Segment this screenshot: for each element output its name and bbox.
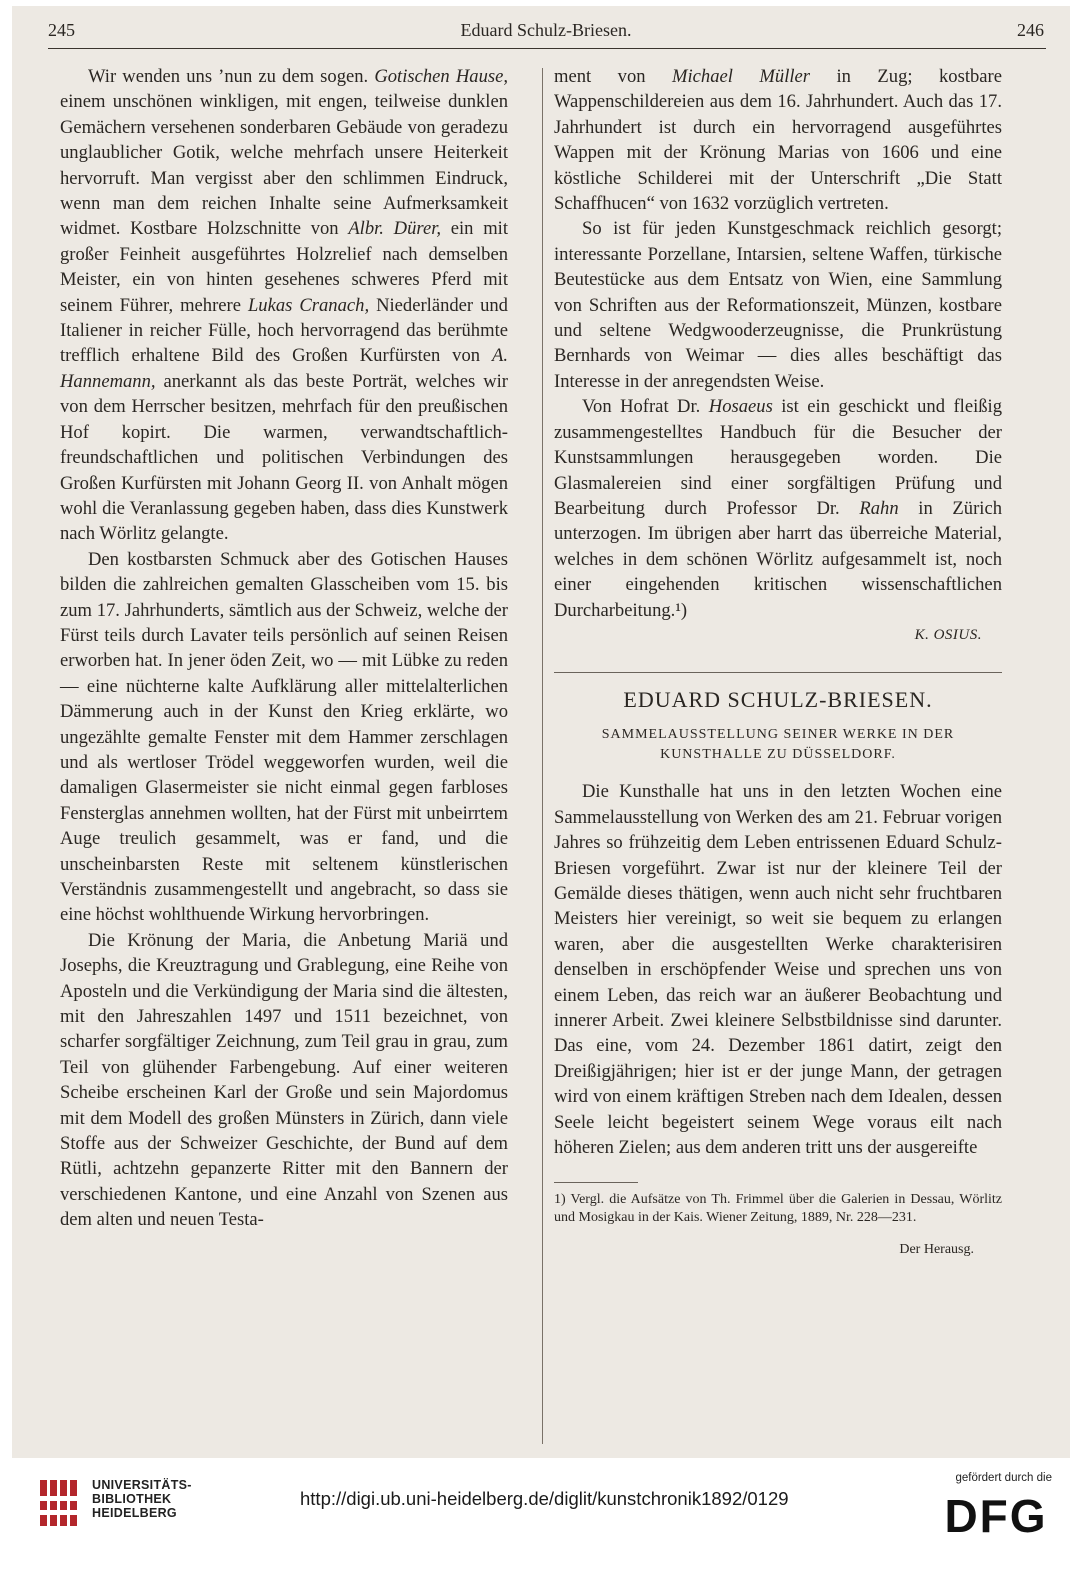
page-number-right: 246 <box>1017 20 1044 40</box>
library-name-line: HEIDELBERG <box>92 1506 177 1520</box>
page-number-left: 245 <box>48 20 75 40</box>
italic-name: Lukas Cranach, <box>247 294 370 316</box>
text-run: anerkannt als das beste Porträt, welches wir von dem Herrscher besitzen, mehrfach für den preußischen Hof kopirt. Die warmen, verwandtschaftlich-freundschaftlichen und politischen Verbindungen des Großen Kurfürsten mit Johann Georg II. von Anhalt mögen wohl die Veranlassung gegeben haben, dass dies Kunstwerk nach Wörlitz gelangte. <box>60 370 508 545</box>
article-subtitle: SAMMELAUSSTELLUNG SEINER WERKE IN DER KUNSTHALLE ZU DÜSSELDORF. <box>601 727 955 763</box>
left-column <box>60 64 508 1233</box>
italic-name: A. Hannemann, <box>60 345 508 392</box>
footnote: 1) Vergl. die Aufsätze von Th. Frimmel über die Galerien in Dessau, Wörlitz und Mosigkau in der Kais. Wiener Zeitung, 1889, Nr. 228—231. <box>554 1192 1002 1226</box>
right-column <box>554 64 1002 1263</box>
paragraph-continued <box>554 64 1002 216</box>
column-divider <box>542 68 543 1444</box>
scanned-page <box>12 6 1070 1458</box>
running-header <box>48 20 1044 44</box>
article-title: EDUARD SCHULZ-BRIESEN. <box>623 687 933 713</box>
text-run: ein mit großer Feinheit ausgeführtes Holzrelief nach demselben Meister, ein von hinten gesehenes schweres Pferd mit seinem Führer, mehrere <box>60 218 508 316</box>
paragraph: So ist für jeden Kunstgeschmack reichlich gesorgt; interessante Porzellane, Intarsien, seltene Waffen, türkische Beutestücke aus dem Entsatz von Wien, eine Sammlung von Schriften aus der Reformationszeit, Münzen, kostbare und seltene Wedgwooderzeugnisse, die Prunkrüstung Bernhards von Weimar — dies alles beschäftigt das Interesse in der anregendsten Weise. <box>554 218 1002 392</box>
paragraph: Die Kunsthalle hat uns in den letzten Wochen eine Sammelausstellung von Werken des am 21. Februar vorigen Jahres so frühzeitig dem Leben entrissenen Eduard Schulz-Briesen vorgeführt. Zwar ist nur der kleinere Teil der Gemälde dieses thätigen, wenn auch nicht sehr fruchtbaren Meisters hier vereinigt, so weit sie bequem zu erlangen waren, aber die ausgestellten Werke charakterisiren denselben in erschöpfender Weise und sprechen uns von einem Leben, das reich war an äußerer Beobachtung und innerer Arbeit. Zwei kleinere Selbstbildnisse sind darunter. Das eine, vom 24. Dezember 1861 datirt, zeigt den Dreißigjährigen; hier ist er der junge Mann, der getragen wird von einem kräftigen Streben nach dem Idealen, dessen Seele leicht begeistert seinem Wege voraus eilt nach höheren Zielen; aus dem anderen tritt uns der ausgereifte <box>554 781 1002 1159</box>
text-run: ist ein geschickt und fleißig zusammengestelltes Handbuch für die Besucher der Kunstsammlungen herausgegeben worden. Die Glasmalereien sind einer sorgfältigen Prüfung und Bearbeitung durch Professor Dr. <box>554 396 1003 519</box>
text-run: einem unschönen winkligen, mit engen, teilweise dunklen Gemächern versehenen sonderbaren Gebäude von geradezu unglaublicher Gotik, welche mehrfach unsere Heiterkeit hervorruft. Man vergisst aber den schlimmen Eindruck, wenn man dem reichen Inhalte seine Aufmerksamkeit widmet. Kostbare Holzschnitte von <box>60 91 508 240</box>
dfg-logo-text: DFG <box>944 1490 1048 1538</box>
running-title: Eduard Schulz-Briesen. <box>460 20 632 40</box>
italic-name: Albr. Dürer, <box>348 218 442 240</box>
footnote-rule <box>554 1182 638 1183</box>
italic-name: Gotischen Hause, <box>374 66 508 87</box>
digitization-footer <box>0 1468 1082 1591</box>
text-run: Von Hofrat Dr. <box>582 396 709 418</box>
text-run: Wir wenden uns ’nun zu dem sogen. <box>88 66 375 87</box>
library-name <box>92 1478 192 1520</box>
author-signature: K. OSIUS. <box>914 626 982 643</box>
paragraph: Die Krönung der Maria, die Anbetung Mariä und Josephs, die Kreuztragung und Grablegung, eine Reihe von Aposteln und die Verkündigung der Maria sind die ältesten, mit den Jahreszahlen 1497 und 1511 bezeichnet, von scharfer sorgfältiger Zeichnung, zum Teil grau in grau, zum Teil von glühender Farbengebung. Auf einer weiteren Scheibe erscheinen Karl der Große und sein Majordomus mit dem Modell des großen Münsters in Zürich, dann viele Stoffe aus der Schweizer Geschichte, der Bund auf dem Rütli, achtzehn gepanzerte Ritter mit den Bannern der verschiedenen Kantone, und eine Anzahl von Szenen aus dem alten und neuen Testa- <box>60 929 508 1231</box>
italic-name: Rahn <box>859 497 899 519</box>
paragraph <box>60 64 508 547</box>
paragraph <box>554 394 1002 623</box>
paragraph: Den kostbarsten Schmuck aber des Gotischen Hauses bilden die zahlreichen gemalten Glasscheiben vom 15. bis zum 17. Jahrhunderts, sämtlich aus der Schweiz, welche der Fürst teils durch Lavater teils persönlich auf seinen Reisen erworben hat. In jener öden Zeit, wo — mit Lübke zu reden — eine nüchterne kalte Aufklärung aller mittelalterlichen Dämmerung auch in der Kunst den Krieg erklärte, wo ungezählte gemalte Fenster mit dem Hammer zerschlagen und als wertloser Trödel weggeworfen wurden, weil die damaligen Glasermeister sie nicht einmal gegen farbloses Fensterglas annehmen wollten, hat der Fürst mit unbeirrtem Auge treulich gesammelt, was er fand, und die unscheinbarsten Reste mit seltenem künstlerischen Verständnis zusammengestellt und angebracht, so dass sie eine höchst wohlthuende Wirkung hervorbringen. <box>60 548 508 926</box>
library-name-line: BIBLIOTHEK <box>92 1492 172 1506</box>
university-library-logo-icon <box>34 1476 82 1530</box>
text-run: in Zürich unterzogen. Im übrigen aber harrt das überreiche Material, welches in dem schönen Wörlitz aufgesammelt ist, noch einer eingehenden kritischen wissenschaftlichen Durcharbeitung.¹) <box>554 497 1002 621</box>
text-run: ment von <box>554 66 673 87</box>
italic-name: Hosaeus <box>708 396 773 418</box>
text-run: in Zug; kostbare Wappenschildereien aus dem 16. Jahrhundert. Auch das 17. Jahrhundert ist durch ein hervorragend ausgeführtes Wappen mit der Krönung Marias von 1606 und eine köstliche Schilderei mit der Unterschrift „Die Statt Schaffhucen“ von 1632 vorzüglich vertreten. <box>554 66 1002 215</box>
library-name-line: UNIVERSITÄTS- <box>92 1478 192 1492</box>
permalink-url[interactable]: http://digi.ub.uni-heidelberg.de/diglit/kunstchronik1892/0129 <box>300 1488 789 1509</box>
header-rule <box>48 48 1046 49</box>
text-run: Niederländer und Italiener in reicher Fülle, hoch hervorragend das berühmte trefflich erhaltene Bild des Großen Kurfürsten von <box>60 294 508 367</box>
funded-by-label: gefördert durch die <box>955 1472 1052 1484</box>
italic-name: Michael Müller <box>672 66 811 87</box>
dfg-logo-icon <box>936 1490 1056 1538</box>
footnote-signature: Der Herausg. <box>899 1242 974 1258</box>
article-separator <box>554 672 1002 673</box>
